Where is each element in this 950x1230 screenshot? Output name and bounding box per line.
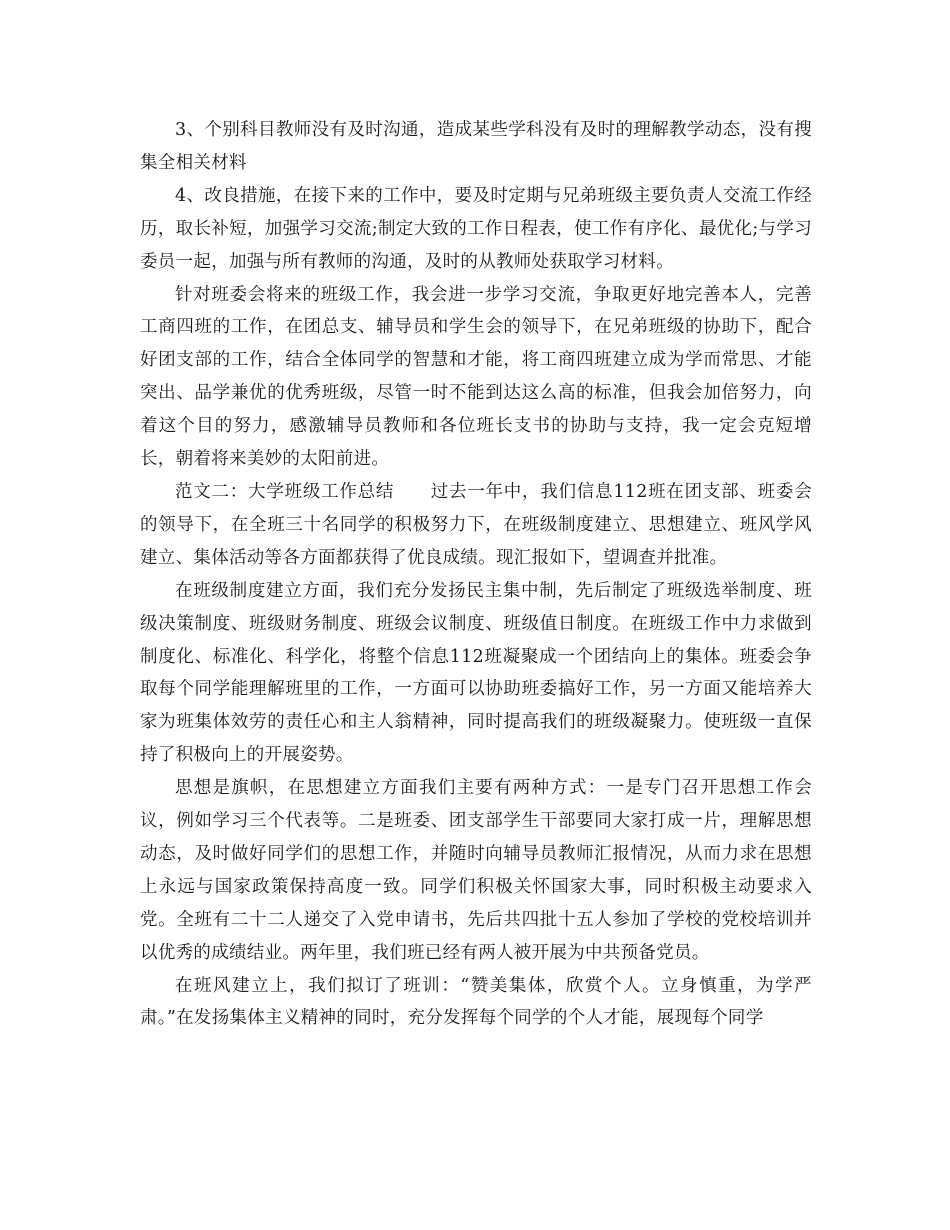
paragraph-class-style: 在班风建立上，我们拟订了班训：“赞美集体，欣赏个人。立身慎重，为学严肃。”在发扬集体主义精神的同时，充分发挥每个同学的个人才能，展现每个同学 (140, 975, 812, 1029)
paragraph-4-improvement: 4、改良措施，在接下来的工作中，要及时定期与兄弟班级主要负责人交流工作经历，取长补短，加强学习交流;制定大致的工作日程表，使工作有序化、最优化;与学习委员一起，加强与所有教师的沟通，及时的从教师处获取学习材料。 (140, 185, 812, 272)
paragraph-3-communication: 3、个别科目教师没有及时沟通，造成某些学科没有及时的理解教学动态，没有搜集全相关材料 (140, 120, 812, 173)
document-body (140, 114, 812, 1035)
paragraph-future-work: 针对班委会将来的班级工作，我会进一步学习交流，争取更好地完善本人，完善工商四班的工作，在团总支、辅导员和学生会的领导下，在兄弟班级的协助下，配合好团支部的工作，结合全体同学的智慧和才能，将工商四班建立成为学而常思、才能突出、品学兼优的优秀班级，尽管一时不能到达这么高的标准，但我会加倍努力，向着这个目的努力，感激辅导员教师和各位班长支书的协助与支持，我一定会克短增长，朝着将来美妙的太阳前进。 (140, 284, 812, 470)
paragraph-ideology: 思想是旗帜，在思想建立方面我们主要有两种方式：一是专门召开思想工作会议，例如学习三个代表等。二是班委、团支部学生干部要同大家打成一片，理解思想动态，及时做好同学们的思想工作，并随时向辅导员教师汇报情况，从而力求在思想上永远与国家政策保持高度一致。同学们积极关怀国家大事，同时积极主动要求入党。全班有二十二人递交了入党申请书，先后共四批十五人参加了学校的党校培训并以优秀的成绩结业。两年里，我们班已经有两人被开展为中共预备党员。 (140, 778, 812, 963)
paragraph-class-system: 在班级制度建立方面，我们充分发扬民主集中制，先后制定了班级选举制度、班级决策制度、班级财务制度、班级会议制度、班级值日制度。在班级工作中力求做到制度化、标准化、科学化，将整个信息112班凝聚成一个团结向上的集体。班委会争取每个同学能理解班里的工作，一方面可以协助班委搞好工作，另一方面又能培养大家为班集体效劳的责任心和主人翁精神，同时提高我们的班级凝聚力。使班级一直保持了积极向上的开展姿势。 (140, 580, 812, 766)
paragraph-sample-two-intro: 范文二：大学班级工作总结 过去一年中，我们信息112班在团支部、班委会的领导下，在全班三十名同学的积极努力下，在班级制度建立、思想建立、班风学风建立、集体活动等各方面都获得了优良成绩。现汇报如下，望调查并批准。 (140, 481, 812, 568)
